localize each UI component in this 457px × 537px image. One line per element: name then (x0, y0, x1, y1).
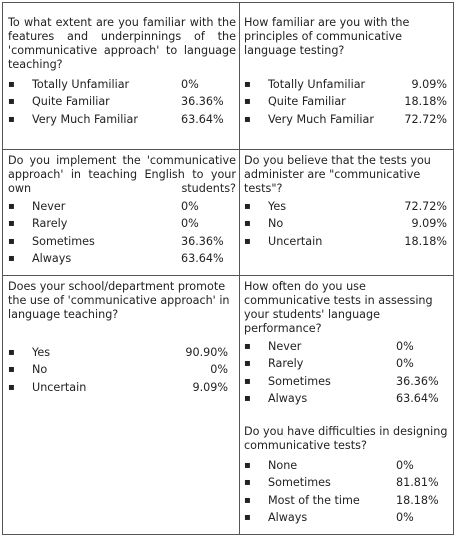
column-divider (239, 3, 240, 534)
question-text: How familiar are you with the principles of communicative language testing? (244, 16, 410, 57)
bullet-icon: ▪ (8, 218, 15, 230)
survey-results-table (2, 2, 454, 535)
bullet-icon: ▪ (244, 460, 251, 471)
option-value: 36.36% (181, 234, 224, 248)
bullet-icon: ▪ (8, 347, 15, 358)
question-text: Does your school/department promote the use of 'communicative approach' in language teaching? (8, 280, 230, 321)
list-item (8, 215, 236, 232)
option-value: 63.64% (396, 391, 439, 405)
list-item (244, 76, 451, 93)
list-item (244, 509, 451, 526)
list-item (244, 215, 451, 232)
bullet-icon: ▪ (244, 392, 251, 404)
option-value: 72.72% (404, 200, 447, 213)
option-value: 18.18% (404, 234, 447, 248)
question-block (244, 280, 451, 407)
list-item (244, 373, 451, 390)
bullet-icon: ▪ (8, 79, 15, 90)
row-divider (3, 149, 453, 150)
bullet-icon: ▪ (8, 201, 15, 212)
bullet-icon: ▪ (244, 96, 251, 108)
option-label: Never (32, 200, 66, 213)
bullet-icon: ▪ (8, 96, 15, 108)
option-value: 0% (210, 363, 228, 377)
option-value: 9.09% (411, 78, 447, 91)
option-label: Sometimes (268, 476, 331, 490)
options-list (8, 344, 236, 396)
option-label: Never (268, 340, 302, 353)
option-label: Yes (268, 200, 287, 213)
option-value: 36.36% (181, 95, 224, 109)
list-item (8, 198, 236, 215)
option-value: 0% (181, 200, 199, 213)
question-block (244, 16, 451, 128)
list-item (244, 492, 451, 509)
list-item (244, 355, 451, 372)
option-value: 0% (396, 340, 414, 353)
question-text: How often do you use communicative tests in assessing your students' language performance? (244, 280, 433, 335)
option-label: None (268, 459, 298, 472)
question-text: Do you believe that the tests you administer are "communicative tests"? (244, 154, 431, 195)
option-label: Uncertain (32, 380, 87, 394)
bullet-icon: ▪ (244, 79, 251, 90)
bullet-icon: ▪ (244, 477, 251, 489)
question-block (8, 16, 236, 128)
option-label: Sometimes (268, 374, 331, 388)
question-block (8, 154, 236, 267)
bullet-icon: ▪ (244, 511, 251, 523)
bullet-icon: ▪ (244, 358, 251, 370)
option-value: 9.09% (411, 217, 447, 231)
options-list (8, 198, 236, 267)
option-value: 0% (181, 78, 199, 91)
list-item (244, 111, 451, 128)
bullet-icon: ▪ (244, 494, 251, 506)
bullet-icon: ▪ (8, 113, 15, 125)
option-value: 81.81% (396, 476, 439, 490)
option-value: 18.18% (404, 95, 447, 109)
question-block (8, 280, 236, 396)
option-label: Sometimes (32, 234, 95, 248)
options-list (244, 198, 451, 250)
list-item (8, 233, 236, 250)
bullet-icon: ▪ (244, 113, 251, 125)
option-label: Quite Familiar (32, 95, 110, 109)
list-item (244, 457, 451, 474)
option-value: 0% (396, 459, 414, 472)
row-divider (3, 275, 453, 276)
list-item (8, 250, 236, 267)
list-item (8, 111, 236, 128)
option-label: Always (32, 251, 72, 265)
option-value: 63.64% (181, 251, 224, 265)
list-item (244, 474, 451, 491)
options-list (244, 76, 451, 128)
option-value: 36.36% (396, 374, 439, 388)
bullet-icon: ▪ (244, 375, 251, 387)
option-label: Totally Unfamiliar (268, 78, 366, 91)
list-item (8, 361, 236, 378)
option-label: Rarely (32, 217, 68, 231)
list-item (244, 338, 451, 355)
option-value: 0% (181, 217, 199, 231)
option-label: Totally Unfamiliar (32, 78, 130, 91)
option-value: 9.09% (192, 380, 228, 394)
option-label: Most of the time (268, 493, 360, 507)
list-item (244, 233, 451, 250)
question-text: Do you implement the 'communicative approach' in teaching English to your own students? (8, 154, 236, 195)
option-label: Yes (32, 346, 51, 359)
option-label: Uncertain (268, 234, 323, 248)
list-item (8, 379, 236, 396)
list-item (244, 390, 451, 407)
bullet-icon: ▪ (8, 364, 15, 376)
question-block (244, 425, 451, 526)
list-item (244, 93, 451, 110)
list-item (8, 344, 236, 361)
option-value: 90.90% (185, 346, 228, 359)
option-label: Very Much Familiar (32, 112, 138, 126)
option-label: Very Much Familiar (268, 112, 374, 126)
bullet-icon: ▪ (244, 218, 251, 230)
option-value: 18.18% (396, 493, 439, 507)
option-label: No (32, 363, 48, 377)
options-list (244, 457, 451, 526)
bullet-icon: ▪ (8, 381, 15, 393)
bullet-icon: ▪ (244, 201, 251, 212)
options-list (8, 76, 236, 128)
option-value: 63.64% (181, 112, 224, 126)
option-label: Always (268, 391, 308, 405)
list-item (8, 93, 236, 110)
option-value: 0% (396, 357, 414, 371)
list-item (244, 198, 451, 215)
options-list (244, 338, 451, 407)
question-text: Do you have difficulties in designing communicative tests? (244, 425, 448, 452)
bullet-icon: ▪ (244, 235, 251, 247)
option-value: 72.72% (404, 112, 447, 126)
option-label: No (268, 217, 284, 231)
question-text: To what extent are you familiar with the features and underpinnings of the 'communicative approach' to language teaching? (8, 16, 236, 71)
option-label: Always (268, 510, 308, 524)
bullet-icon: ▪ (244, 341, 251, 352)
question-block (244, 154, 451, 250)
bullet-icon: ▪ (8, 252, 15, 264)
list-item (8, 76, 236, 93)
bullet-icon: ▪ (8, 235, 15, 247)
option-label: Quite Familiar (268, 95, 346, 109)
option-value: 0% (396, 510, 414, 524)
option-label: Rarely (268, 357, 304, 371)
